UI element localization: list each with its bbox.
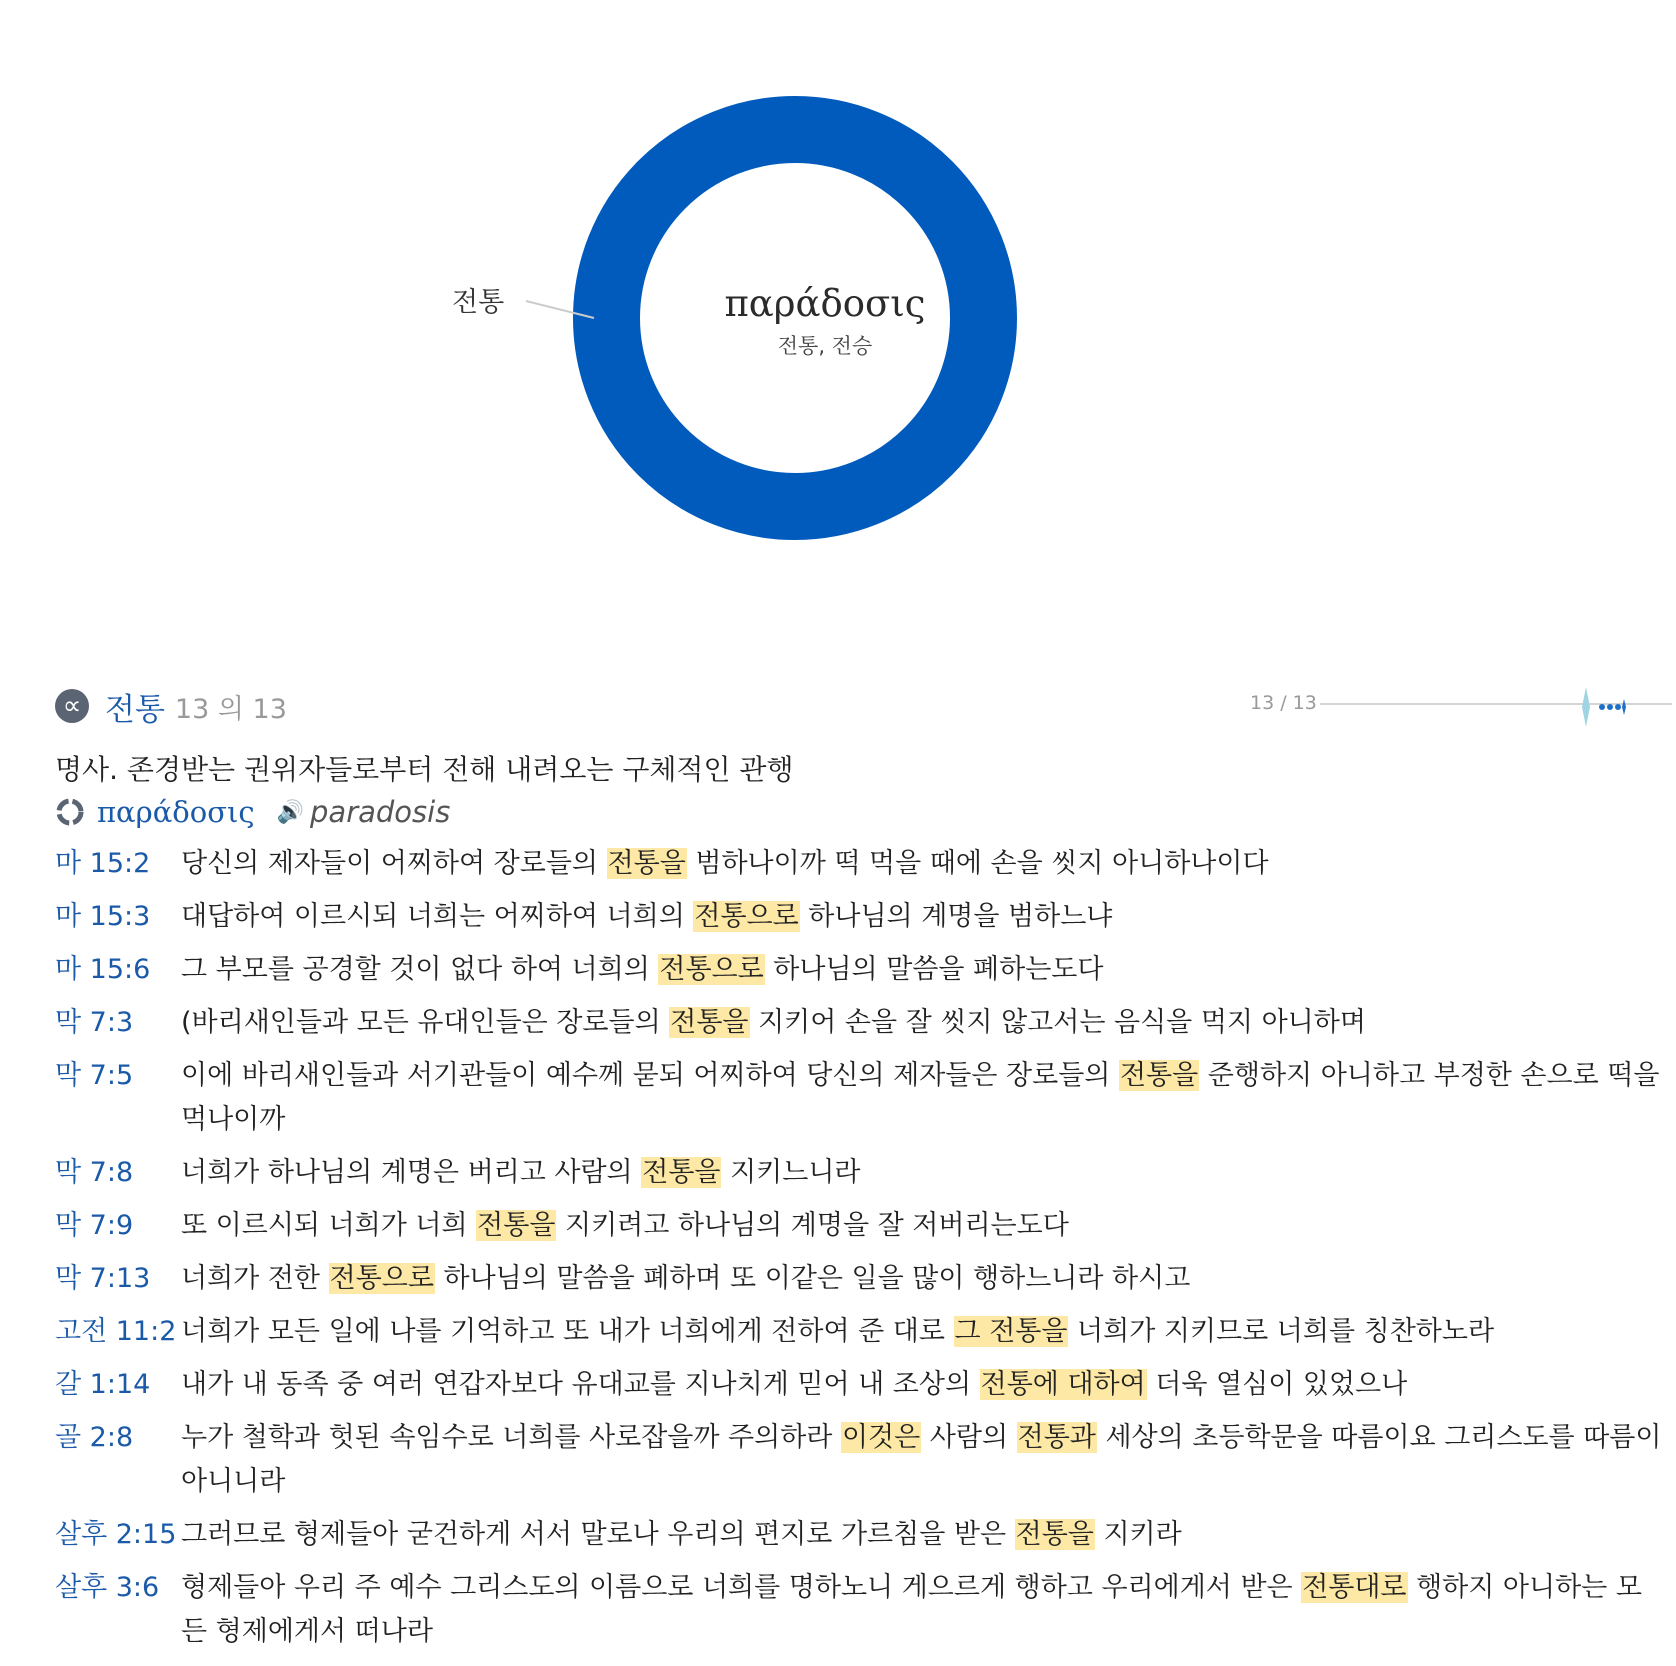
verse-text: 그러므로 형제들아 굳건하게 서서 말로나 우리의 편지로 가르침을 받은 전통을 지키라: [181, 1519, 1182, 1550]
slider-marker: [1622, 699, 1626, 715]
highlight-term: 전통대로: [1302, 1572, 1407, 1603]
slider-dot: [1607, 704, 1613, 710]
verse-text: 이에 바리새인들과 서기관들이 예수께 묻되 어찌하여 당신의 제자들은 장로들의 전통을 준행하지 아니하고 부정한 손으로 떡을 먹나이까: [181, 1060, 1660, 1135]
verse-row: [55, 895, 1665, 939]
slider-marker: [1582, 687, 1590, 727]
verse-text: 형제들아 우리 주 예수 그리스도의 이름으로 너희를 명하노니 게으르게 행하고 우리에게서 받은 전통대로 행하지 아니하는 모든 형제에게서 떠나라: [181, 1572, 1642, 1647]
verse-text: 대답하여 이르시되 너희는 어찌하여 너희의 전통으로 하나님의 계명을 범하느냐: [181, 901, 1113, 932]
alpha-icon: ∝: [55, 689, 89, 723]
verse-row: [55, 1363, 1665, 1407]
verse-ref-link[interactable]: 막 7:13: [55, 1263, 151, 1294]
verse-ref-link[interactable]: 고전 11:2: [55, 1316, 177, 1347]
highlight-term: 전통을: [607, 848, 686, 879]
highlight-term: 전통을: [477, 1210, 556, 1241]
verse-ref-link[interactable]: 마 15:2: [55, 848, 151, 879]
chart-center-title: παράδοσις: [724, 282, 926, 325]
highlight-term: 전통에 대하여: [980, 1369, 1146, 1400]
highlight-term: 전통과: [1017, 1422, 1096, 1453]
slider-dot: [1615, 704, 1621, 710]
highlight-term: 전통으로: [694, 901, 799, 932]
pager-text: 13 / 13: [1250, 692, 1317, 714]
lemma-word[interactable]: παράδοσις: [97, 795, 255, 829]
verse-row: [55, 1001, 1665, 1045]
verse-ref-link[interactable]: 막 7:8: [55, 1157, 134, 1188]
verse-ref-link[interactable]: 마 15:3: [55, 901, 151, 932]
highlight-term: 전통을: [1015, 1519, 1094, 1550]
verse-row: [55, 1257, 1665, 1301]
verse-row: [55, 842, 1665, 886]
verse-text: 또 이르시되 너희가 너희 전통을 지키려고 하나님의 계명을 잘 저버리는도다: [181, 1210, 1069, 1241]
highlight-term: 전통을: [642, 1157, 721, 1188]
verse-ref-link[interactable]: 막 7:5: [55, 1060, 134, 1091]
verse-text: 너희가 전한 전통으로 하나님의 말씀을 폐하며 또 이같은 일을 많이 행하느니라 하시고: [181, 1263, 1191, 1294]
verse-text: 누가 철학과 헛된 속임수로 너희를 사로잡을까 주의하라 이것은 사람의 전통과 세상의 초등학문을 따름이요 그리스도를 따름이 아니니라: [181, 1422, 1662, 1497]
verse-text: (바리새인들과 모든 유대인들은 장로들의 전통을 지키어 손을 잘 씻지 않고서는 음식을 먹지 아니하며: [181, 1007, 1366, 1038]
slider-thumb[interactable]: [1578, 685, 1638, 729]
slider-dot: [1599, 704, 1605, 710]
verse-ref-link[interactable]: 갈 1:14: [55, 1369, 151, 1400]
verse-row: [55, 1204, 1665, 1248]
highlight-term: 전통으로: [659, 954, 764, 985]
verse-text: 그 부모를 공경할 것이 없다 하여 너희의 전통으로 하나님의 말씀을 폐하는도다: [181, 954, 1104, 985]
highlight-term: 전통을: [1119, 1060, 1199, 1091]
verse-row: [55, 1054, 1665, 1142]
lemma-icon: [55, 797, 85, 827]
verse-row: [55, 948, 1665, 992]
highlight-term: 전통으로: [329, 1263, 434, 1294]
speaker-icon[interactable]: 🔊: [276, 799, 305, 825]
slice-label: 전통: [452, 287, 505, 318]
verse-text: 당신의 제자들이 어찌하여 장로들의 전통을 범하나이까 떡 먹을 때에 손을 씻지 아니하나이다: [181, 848, 1269, 879]
definition-text: 명사. 존경받는 권위자들로부터 전해 내려오는 구체적인 관행: [55, 753, 794, 786]
verse-ref-link[interactable]: 골 2:8: [55, 1422, 134, 1453]
verse-row: [55, 1416, 1665, 1504]
verse-row: [55, 1513, 1665, 1557]
verse-text: 내가 내 동족 중 여러 연갑자보다 유대교를 지나치게 믿어 내 조상의 전통에 대하여 더욱 열심이 있었으나: [181, 1369, 1408, 1400]
verse-ref-link[interactable]: 막 7:9: [55, 1210, 134, 1241]
verse-row: [55, 1566, 1665, 1654]
verse-ref-link[interactable]: 마 15:6: [55, 954, 151, 985]
verse-text: 너희가 모든 일에 나를 기억하고 또 내가 너희에게 전하여 준 대로 그 전통을 너희가 지키므로 너희를 칭찬하노라: [181, 1316, 1495, 1347]
donut-chart: [0, 0, 1676, 600]
lemma-row: [55, 795, 450, 829]
verse-ref-link[interactable]: 살후 3:6: [55, 1572, 160, 1603]
highlight-term: 이것은: [841, 1422, 921, 1453]
transliteration: paradosis: [310, 795, 451, 829]
verse-ref-link[interactable]: 살후 2:15: [55, 1519, 177, 1550]
highlight-term: 그 전통을: [954, 1316, 1068, 1347]
header-word[interactable]: 전통: [105, 691, 165, 728]
header-count: 13 의 13: [174, 693, 287, 725]
verse-ref-link[interactable]: 막 7:3: [55, 1007, 134, 1038]
chart-center-subtitle: 전통, 전승: [777, 334, 873, 358]
verse-text: 너희가 하나님의 계명은 버리고 사람의 전통을 지키느니라: [181, 1157, 861, 1188]
verse-row: [55, 1151, 1665, 1195]
results-header: [55, 686, 287, 726]
highlight-term: 전통을: [670, 1007, 749, 1038]
verse-row: [55, 1310, 1665, 1354]
verse-list: [55, 842, 1665, 1663]
